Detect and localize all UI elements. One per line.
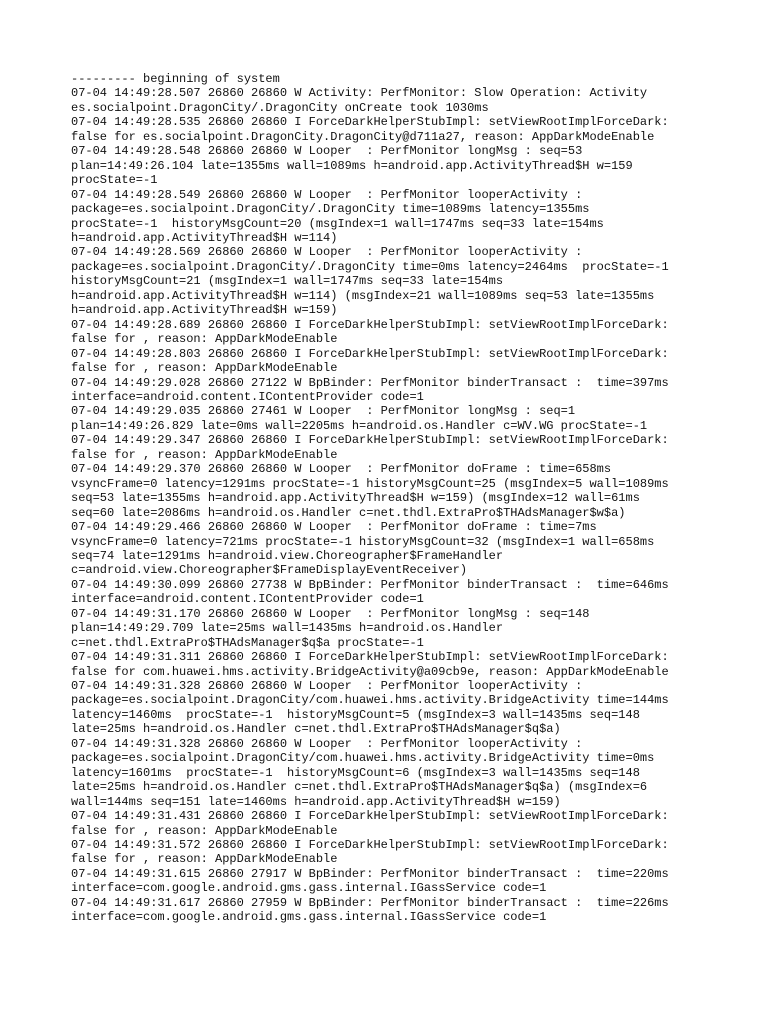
log-line: false for , reason: AppDarkModeEnable <box>71 447 338 462</box>
log-line: 07-04 14:49:28.507 26860 26860 W Activity: PerfMonitor: Slow Operation: Activity <box>71 86 648 101</box>
log-line: plan=14:49:26.829 late=0ms wall=2205ms h=android.os.Handler c=WV.WG procState=-1 <box>71 418 648 433</box>
log-line: procState=-1 historyMsgCount=20 (msgIndex=1 wall=1747ms seq=33 late=154ms <box>71 216 604 231</box>
log-line: 07-04 14:49:31.431 26860 26860 I ForceDarkHelperStubImpl: setViewRootImplForceDark: <box>71 809 669 824</box>
log-line: false for es.socialpoint.DragonCity.DragonCity@d711a27, reason: AppDarkModeEnable <box>71 129 655 144</box>
log-line: es.socialpoint.DragonCity/.DragonCity onCreate took 1030ms <box>71 100 489 115</box>
log-line: 07-04 14:49:31.170 26860 26860 W Looper : PerfMonitor longMsg : seq=148 <box>71 606 590 621</box>
log-line: 07-04 14:49:31.617 26860 27959 W BpBinder: PerfMonitor binderTransact : time=226ms <box>71 895 669 910</box>
log-document <box>71 72 711 925</box>
log-line: 07-04 14:49:28.549 26860 26860 W Looper : PerfMonitor looperActivity : <box>71 187 583 202</box>
log-line: procState=-1 <box>71 173 158 188</box>
log-line: vsyncFrame=0 latency=1291ms procState=-1 historyMsgCount=25 (msgIndex=5 wall=1089ms <box>71 476 669 491</box>
log-line: interface=com.google.android.gms.gass.internal.IGassService code=1 <box>71 881 547 896</box>
log-line: package=es.socialpoint.DragonCity/com.huawei.hms.activity.BridgeActivity time=0ms <box>71 751 655 766</box>
log-line: 07-04 14:49:28.689 26860 26860 I ForceDarkHelperStubImpl: setViewRootImplForceDark: <box>71 317 669 332</box>
log-line: late=25ms h=android.os.Handler c=net.thdl.ExtraPro$THAdsManager$q$a) (msgIndex=6 <box>71 780 648 795</box>
log-line: 07-04 14:49:29.035 26860 27461 W Looper : PerfMonitor longMsg : seq=1 <box>71 404 576 419</box>
log-line: interface=android.content.IContentProvider code=1 <box>71 389 424 404</box>
log-line: seq=74 late=1291ms h=android.view.Choreographer$FrameHandler <box>71 548 504 563</box>
log-line: 07-04 14:49:31.328 26860 26860 W Looper : PerfMonitor looperActivity : <box>71 679 583 694</box>
log-line: 07-04 14:49:29.028 26860 27122 W BpBinder: PerfMonitor binderTransact : time=397ms <box>71 375 669 390</box>
log-line: 07-04 14:49:29.370 26860 26860 W Looper : PerfMonitor doFrame : time=658ms <box>71 462 612 477</box>
log-line: false for , reason: AppDarkModeEnable <box>71 361 338 376</box>
log-line: c=android.view.Choreographer$FrameDisplayEventReceiver) <box>71 563 468 578</box>
log-line: false for , reason: AppDarkModeEnable <box>71 852 338 867</box>
log-line: false for com.huawei.hms.activity.BridgeActivity@a09cb9e, reason: AppDarkModeEnable <box>71 664 669 679</box>
log-line: 07-04 14:49:31.572 26860 26860 I ForceDarkHelperStubImpl: setViewRootImplForceDark: <box>71 838 669 853</box>
log-line: 07-04 14:49:31.311 26860 26860 I ForceDarkHelperStubImpl: setViewRootImplForceDark: <box>71 650 669 665</box>
log-line: 07-04 14:49:29.466 26860 26860 W Looper : PerfMonitor doFrame : time=7ms <box>71 520 597 535</box>
log-line: 07-04 14:49:28.548 26860 26860 W Looper : PerfMonitor longMsg : seq=53 <box>71 144 583 159</box>
log-line: latency=1460ms procState=-1 historyMsgCount=5 (msgIndex=3 wall=1435ms seq=148 <box>71 707 640 722</box>
log-line: 07-04 14:49:28.803 26860 26860 I ForceDarkHelperStubImpl: setViewRootImplForceDark: <box>71 346 669 361</box>
log-line: c=net.thdl.ExtraPro$THAdsManager$q$a procState=-1 <box>71 635 424 650</box>
log-line: --------- beginning of system <box>71 72 280 86</box>
log-line: 07-04 14:49:28.535 26860 26860 I ForceDarkHelperStubImpl: setViewRootImplForceDark: <box>71 115 669 130</box>
log-line: historyMsgCount=21 (msgIndex=1 wall=1747ms seq=33 late=154ms <box>71 274 504 289</box>
log-line: false for , reason: AppDarkModeEnable <box>71 332 338 347</box>
log-line: latency=1601ms procState=-1 historyMsgCount=6 (msgIndex=3 wall=1435ms seq=148 <box>71 765 640 780</box>
log-line: seq=60 late=2086ms h=android.os.Handler c=net.thdl.ExtraPro$THAdsManager$w$a) <box>71 505 626 520</box>
log-line: package=es.socialpoint.DragonCity/.DragonCity time=1089ms latency=1355ms <box>71 202 590 217</box>
log-line: 07-04 14:49:29.347 26860 26860 I ForceDarkHelperStubImpl: setViewRootImplForceDark: <box>71 433 669 448</box>
log-line: 07-04 14:49:31.615 26860 27917 W BpBinder: PerfMonitor binderTransact : time=220ms <box>71 866 669 881</box>
log-line: 07-04 14:49:31.328 26860 26860 W Looper : PerfMonitor looperActivity : <box>71 736 583 751</box>
log-line: package=es.socialpoint.DragonCity/com.huawei.hms.activity.BridgeActivity time=144ms <box>71 693 669 708</box>
log-line: late=25ms h=android.os.Handler c=net.thdl.ExtraPro$THAdsManager$q$a) <box>71 722 561 737</box>
log-line: h=android.app.ActivityThread$H w=114) (msgIndex=21 wall=1089ms seq=53 late=1355ms <box>71 288 655 303</box>
log-line: interface=com.google.android.gms.gass.internal.IGassService code=1 <box>71 910 547 925</box>
log-line: wall=144ms seq=151 late=1460ms h=android.app.ActivityThread$H w=159) <box>71 794 561 809</box>
log-line: h=android.app.ActivityThread$H w=159) <box>71 303 338 318</box>
log-line: vsyncFrame=0 latency=721ms procState=-1 historyMsgCount=32 (msgIndex=1 wall=658ms <box>71 534 655 549</box>
log-line: 07-04 14:49:30.099 26860 27738 W BpBinder: PerfMonitor binderTransact : time=646ms <box>71 577 669 592</box>
log-line: interface=android.content.IContentProvider code=1 <box>71 592 424 607</box>
log-line: package=es.socialpoint.DragonCity/.DragonCity time=0ms latency=2464ms procState=-1 <box>71 259 669 274</box>
log-line: false for , reason: AppDarkModeEnable <box>71 823 338 838</box>
log-line: 07-04 14:49:28.569 26860 26860 W Looper : PerfMonitor looperActivity : <box>71 245 583 260</box>
log-line: seq=53 late=1355ms h=android.app.ActivityThread$H w=159) (msgIndex=12 wall=61ms <box>71 491 640 506</box>
log-line: h=android.app.ActivityThread$H w=114) <box>71 230 338 245</box>
log-line: plan=14:49:26.104 late=1355ms wall=1089ms h=android.app.ActivityThread$H w=159 <box>71 158 633 173</box>
log-line: plan=14:49:29.709 late=25ms wall=1435ms h=android.os.Handler <box>71 621 504 636</box>
